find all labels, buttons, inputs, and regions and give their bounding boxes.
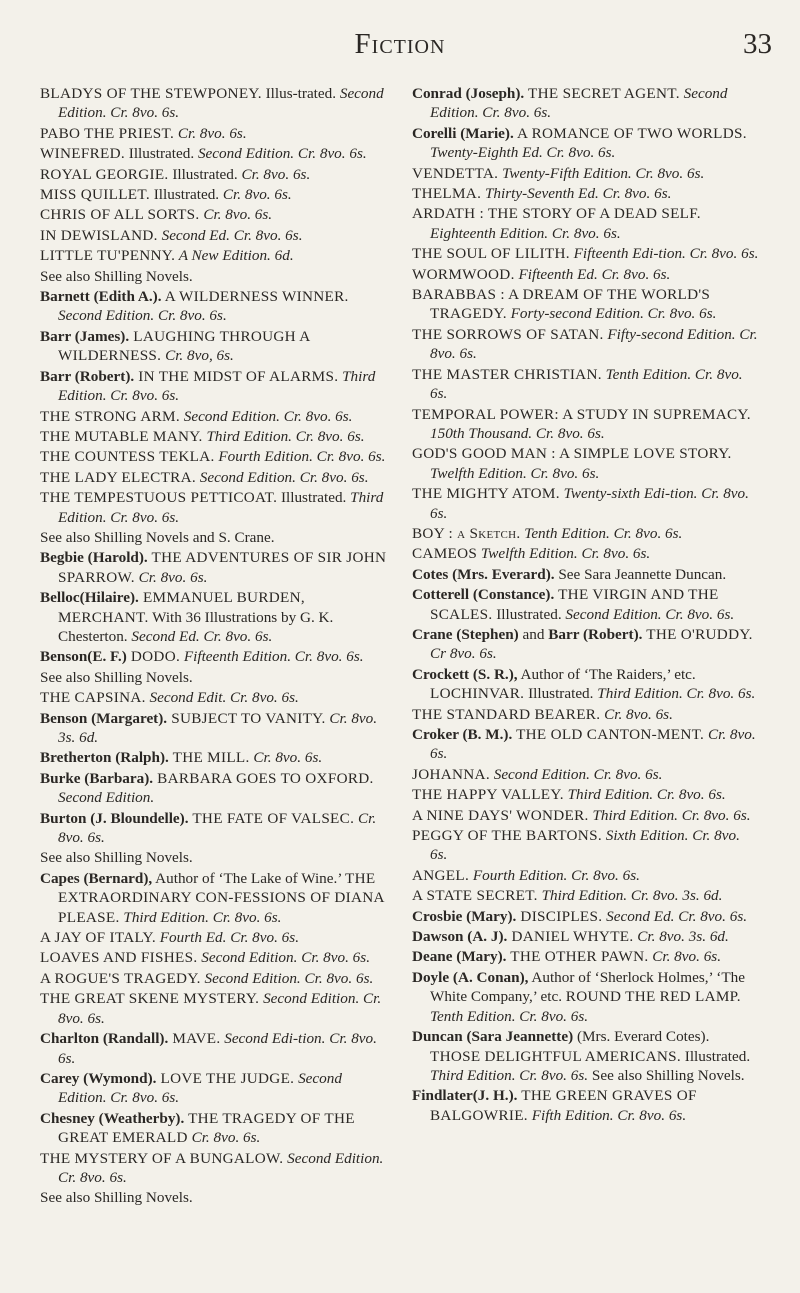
book-title: THE HAPPY VALLEY.: [412, 786, 564, 804]
book-title: WINEFRED.: [40, 145, 125, 163]
edition-details: Second Edition. Cr. 8vo. 6s.: [197, 145, 367, 163]
book-title: ARDATH : THE STORY OF A DEAD SELF.: [412, 205, 701, 223]
catalogue-entry: [40, 488, 388, 527]
catalogue-entry: [40, 468, 388, 487]
author-name: Bretherton (Ralph).: [40, 749, 169, 767]
edition-details: Third Edition. Cr. 8vo. 3s. 6d.: [537, 887, 723, 905]
catalogue-entry: [412, 665, 760, 704]
catalogue-entry: [40, 548, 388, 587]
edition-details: Second Edition. Cr. 8vo. 6s.: [58, 1069, 342, 1107]
entry-note: and: [518, 625, 549, 643]
book-title: CAMEOS: [412, 545, 478, 563]
book-title: A ROMANCE OF TWO WORLDS.: [513, 124, 747, 142]
edition-details: Fifteenth Edition. Cr. 8vo. 6s.: [180, 648, 364, 666]
edition-details: Second Edition. Cr. 8vo. 6s.: [58, 990, 382, 1027]
book-title: THE OLD CANTON-MENT.: [512, 726, 705, 743]
catalogue-entry: [40, 407, 388, 426]
author-name: Cotterell (Constance).: [412, 586, 555, 604]
edition-details: Cr. 8vo. 6s.: [187, 1129, 261, 1147]
author-name: Benson (Margaret).: [40, 709, 168, 727]
entry-note: Illus-trated.: [261, 85, 340, 102]
book-title: THE COUNTESS TEKLA.: [40, 448, 215, 466]
entry-note: See also Shilling Novels and S. Crane.: [40, 528, 275, 546]
catalogue-entry: [40, 327, 388, 366]
book-title: THE STRONG ARM.: [40, 407, 180, 425]
catalogue-entry: [40, 287, 388, 326]
edition-details: Cr. 8vo. 6s.: [134, 568, 208, 586]
edition-details: Third Edition. Cr. 8vo. 6s.: [58, 367, 376, 405]
book-title: BARBARA GOES TO OXFORD.: [153, 769, 374, 787]
edition-details: A New Edition. 6d.: [175, 247, 294, 265]
edition-details: Second Edition. Cr. 8vo. 6s.: [197, 949, 370, 967]
catalogue-entry: [412, 285, 760, 324]
catalogue-entry: [412, 204, 760, 243]
catalogue-entry: [40, 809, 388, 848]
book-title: THE EXTRAORDINARY CON-FESSIONS OF DIANA PLEASE.: [58, 869, 384, 926]
edition-details: Second Edition. Cr. 8vo. 6s.: [179, 407, 353, 425]
edition-details: Sixth Edition. Cr. 8vo. 6s.: [430, 827, 740, 864]
catalogue-entry: [412, 826, 760, 865]
edition-details: Second Edition. Cr. 8vo. 6s.: [489, 765, 663, 783]
catalogue-entry: [412, 765, 760, 784]
catalogue-entry: [412, 164, 760, 183]
edition-details: Twelfth Edition. Cr. 8vo. 6s.: [477, 545, 651, 563]
edition-details: Second Edition. Cr. 8vo. 6s.: [430, 85, 728, 122]
catalogue-entry: [412, 705, 760, 724]
edition-details: Third Edition. Cr. 8vo. 6s.: [58, 489, 384, 526]
edition-details: Third Edition. Cr. 8vo. 6s.: [597, 685, 756, 703]
catalogue-entry: [412, 886, 760, 905]
book-title: THE MYSTERY OF A BUNGALOW.: [40, 1149, 284, 1167]
catalogue-entry: [40, 165, 388, 184]
entry-note: Author of ‘The Raiders,’ etc.: [517, 665, 696, 683]
book-title: THE FATE OF VALSEC.: [188, 809, 355, 827]
catalogue-entry: [40, 1188, 388, 1207]
edition-details: 150th Thousand. Cr. 8vo. 6s.: [430, 424, 605, 442]
edition-details: Forty-second Edition. Cr. 8vo. 6s.: [506, 305, 717, 323]
entry-note: See also Shilling Novels.: [40, 267, 193, 285]
edition-details: Cr. 8vo. 6s.: [174, 124, 247, 142]
book-title: CHRIS OF ALL SORTS.: [40, 206, 200, 224]
book-title: THE GREAT SKENE MYSTERY.: [40, 990, 260, 1008]
book-title: IN DEWISLAND.: [40, 226, 158, 244]
edition-details: Cr. 8vo. 6s.: [199, 206, 273, 224]
edition-details: Twelfth Edition. Cr. 8vo. 6s.: [430, 464, 600, 482]
book-title: DODO.: [126, 648, 181, 666]
catalogue-entry: [412, 907, 760, 926]
catalogue-entry: [40, 588, 388, 646]
author-name: Carey (Wymond).: [40, 1069, 157, 1087]
catalogue-entry: [40, 226, 388, 245]
edition-details: Second Edition. Cr. 8vo. 6s.: [565, 605, 735, 623]
catalogue-entry: [40, 848, 388, 867]
edition-details: Second Edition. Cr. 8vo. 6s.: [58, 85, 384, 122]
book-title: THE OTHER PAWN.: [506, 948, 649, 966]
edition-details: Tenth Edition. Cr. 8vo. 6s.: [520, 524, 683, 542]
catalogue-entry: [412, 565, 760, 584]
book-title: A STATE SECRET.: [412, 887, 538, 905]
running-head-title: Fiction: [354, 28, 446, 60]
book-title: DISCIPLES.: [516, 907, 603, 925]
book-title: JOHANNA.: [412, 765, 490, 783]
book-title: THE STANDARD BEARER.: [412, 705, 601, 723]
catalogue-entry: [40, 668, 388, 687]
entry-note: See also Shilling Novels.: [40, 849, 193, 867]
catalogue-entry: [412, 806, 760, 825]
book-title: SUBJECT TO VANITY.: [167, 709, 326, 727]
edition-details: Second Ed. Cr. 8vo. 6s.: [157, 226, 303, 244]
catalogue-entry: [412, 625, 760, 664]
edition-details: Fourth Edition. Cr. 8vo. 6s.: [214, 448, 386, 466]
catalogue-entry: [40, 205, 388, 224]
book-title: MAVE.: [168, 1030, 221, 1048]
author-name: Chesney (Weatherby).: [40, 1109, 185, 1127]
book-title: THE MUTABLE MANY.: [40, 427, 203, 445]
catalogue-entry: [40, 1069, 388, 1108]
book-title: DANIEL WHYTE.: [507, 928, 634, 946]
catalogue-entry: [412, 1086, 760, 1125]
author-name: Benson(E. F.): [40, 648, 127, 666]
catalogue-entry: [412, 325, 760, 364]
catalogue-entry: [412, 866, 760, 885]
book-title: THE SOUL OF LILITH.: [412, 245, 570, 263]
author-name: Croker (B. M.).: [412, 726, 513, 743]
author-name: Conrad (Joseph).: [412, 85, 525, 102]
catalogue-entry: [412, 947, 760, 966]
edition-details: Fifth Edition. Cr. 8vo. 6s.: [527, 1106, 687, 1124]
catalogue-entry: [40, 267, 388, 286]
catalogue-entry: [40, 185, 388, 204]
author-name: Barr (Robert).: [40, 367, 135, 385]
book-title: MISS QUILLET.: [40, 186, 150, 204]
book-title: THE ADVENTURES OF SIR JOHN SPARROW.: [58, 549, 387, 586]
author-name: Barr (Robert).: [548, 625, 643, 643]
edition-details: Tenth Edition. Cr. 8vo. 6s.: [430, 365, 743, 403]
edition-details: Cr 8vo. 6s.: [430, 645, 497, 663]
book-title: ANGEL.: [412, 866, 470, 884]
book-title: PEGGY OF THE BARTONS.: [412, 827, 602, 845]
catalogue-entry: [412, 968, 760, 1026]
catalogue-entry: [40, 748, 388, 767]
edition-details: Twenty-Fifth Edition. Cr. 8vo. 6s.: [498, 164, 705, 182]
edition-details: Cr. 8vo, 6s.: [161, 347, 234, 365]
book-title: PABO THE PRIEST.: [40, 124, 175, 142]
catalogue-entry: [40, 367, 388, 406]
edition-details: Second Edition. Cr. 8vo. 6s.: [58, 1149, 384, 1186]
edition-details: Second Ed. Cr. 8vo. 6s.: [602, 907, 748, 925]
edition-details: Tenth Edition. Cr. 8vo. 6s.: [430, 1007, 589, 1025]
catalogue-entry: [40, 1109, 388, 1148]
author-name: Duncan (Sara Jeannette): [412, 1028, 574, 1046]
entry-note: With 36 Illustrations by G. K. Chesterton.: [58, 608, 334, 645]
author-name: Burton (J. Bloundelle).: [40, 809, 189, 827]
catalogue-entry: [40, 869, 388, 927]
page-number: 33: [743, 28, 772, 60]
edition-details: Fourth Ed. Cr. 8vo. 6s.: [155, 929, 299, 947]
author-name: Corelli (Marie).: [412, 124, 514, 142]
author-name: Crosbie (Mary).: [412, 907, 517, 925]
book-title: EMMANUEL BURDEN, MERCHANT.: [58, 589, 305, 626]
catalogue-entry: [40, 647, 388, 666]
edition-details: Cr. 8vo. 3s. 6d.: [633, 928, 729, 946]
edition-details: Fifteenth Edi-tion. Cr. 8vo. 6s.: [569, 245, 759, 263]
entry-note: See also Shilling Novels.: [40, 1189, 193, 1207]
edition-details: Second Ed. Cr. 8vo. 6s.: [131, 627, 273, 645]
catalogue-entry: [40, 928, 388, 947]
catalogue-entry: [40, 969, 388, 988]
author-name: Doyle (A. Conan),: [412, 968, 529, 986]
edition-details: Third Edition. Cr. 8vo. 6s.: [588, 806, 751, 824]
edition-details: Cr. 8vo. 6s.: [222, 186, 292, 204]
entry-note: Illustrated.: [149, 186, 223, 204]
edition-details: Second Edi-tion. Cr. 8vo. 6s.: [58, 1030, 377, 1067]
book-title: THE MASTER CHRISTIAN.: [412, 365, 602, 383]
book-title: A JAY OF ITALY.: [40, 929, 156, 947]
author-name: Cotes (Mrs. Everard).: [412, 565, 555, 583]
book-title: THELMA.: [412, 185, 482, 203]
entry-note: Illustrated.: [492, 605, 566, 623]
edition-details: Fourth Edition. Cr. 8vo. 6s.: [469, 866, 640, 884]
catalogue-entry: [40, 427, 388, 446]
book-title: WORMWOOD.: [412, 265, 515, 283]
catalogue-entry: [40, 1149, 388, 1188]
catalogue-entry: [40, 124, 388, 143]
catalogue-entry: [412, 84, 760, 123]
book-title: THE CAPSINA.: [40, 689, 146, 707]
edition-details: Cr. 8vo. 6s.: [600, 705, 673, 723]
edition-details: Twenty-Eighth Ed. Cr. 8vo. 6s.: [430, 144, 616, 162]
author-name: Begbie (Harold).: [40, 549, 148, 567]
catalogue-entry: [412, 1027, 760, 1085]
book-title: THE VIRGIN AND THE SCALES.: [430, 586, 719, 623]
edition-details: Cr. 8vo. 6s.: [648, 948, 722, 966]
author-name: Charlton (Randall).: [40, 1030, 169, 1048]
author-name: Barnett (Edith A.).: [40, 288, 162, 306]
edition-details: Third Edition. Cr. 8vo. 6s.: [202, 427, 365, 445]
book-title: LAUGHING THROUGH A WILDERNESS.: [58, 327, 310, 365]
catalogue-entry: [412, 184, 760, 203]
entry-note: Illustrated.: [680, 1047, 751, 1065]
catalogue-entry: [412, 585, 760, 624]
edition-details: Thirty-Seventh Ed. Cr. 8vo. 6s.: [481, 185, 672, 203]
catalogue-entry: [412, 524, 760, 543]
book-title: BARABBAS : A DREAM OF THE WORLD'S TRAGEDY.: [412, 286, 711, 323]
catalogue-entry: [412, 405, 760, 444]
entry-note: Illustrated.: [168, 165, 242, 183]
edition-details: Cr. 8vo. 3s. 6d.: [58, 709, 378, 746]
entry-note: Author of ‘Sherlock Holmes,’ ‘The White Company,’ etc.: [430, 968, 745, 1006]
book-title: LOAVES AND FISHES.: [40, 949, 198, 967]
edition-details: Third Edition. Cr. 8vo. 6s.: [563, 786, 726, 804]
book-title: THE GREEN GRAVES OF BALGOWRIE.: [430, 1087, 697, 1124]
catalogue-entry: [412, 265, 760, 284]
book-title: GOD'S GOOD MAN : A SIMPLE LOVE STORY.: [412, 445, 732, 463]
edition-details: Fifteenth Ed. Cr. 8vo. 6s.: [514, 265, 671, 283]
catalogue-entry: [412, 244, 760, 263]
book-title: IN THE MIDST OF ALARMS.: [134, 367, 339, 385]
book-title: THE TEMPESTUOUS PETTICOAT.: [40, 489, 278, 507]
catalogue-entry: [40, 144, 388, 163]
book-title: A NINE DAYS' WONDER.: [412, 806, 589, 824]
entry-note: See also Shilling Novels.: [40, 668, 193, 686]
book-title: THE LADY ELECTRA.: [40, 468, 196, 486]
book-title: A ROGUE'S TRAGEDY.: [40, 969, 201, 987]
catalogue-entry: [40, 246, 388, 265]
catalogue-entry: [40, 447, 388, 466]
author-name: Barr (James).: [40, 327, 130, 345]
author-name: Deane (Mary).: [412, 948, 507, 966]
entry-note: Illustrated.: [124, 145, 198, 163]
book-title: A WILDERNESS WINNER.: [161, 288, 349, 306]
book-title: BLADYS OF THE STEWPONEY.: [40, 85, 262, 102]
edition-details: Second Edition. Cr. 8vo. 6s.: [200, 969, 374, 987]
edition-details: Twenty-sixth Edi-tion. Cr. 8vo. 6s.: [430, 485, 749, 522]
book-title: TEMPORAL POWER: A STUDY IN SUPREMACY.: [412, 405, 751, 423]
book-title: THE TRAGEDY OF THE GREAT EMERALD: [58, 1109, 355, 1147]
edition-details: Third Edition. Cr. 8vo. 6s.: [430, 1066, 589, 1084]
catalogue-entry: [40, 948, 388, 967]
entry-note: Illustrated.: [277, 489, 351, 507]
book-title: LOVE THE JUDGE.: [156, 1069, 295, 1087]
edition-details: Cr. 8vo. 6s.: [241, 165, 311, 183]
page-header: [0, 22, 800, 62]
book-title: ROUND THE RED LAMP.: [565, 988, 741, 1006]
book-title: ROYAL GEORGIE.: [40, 165, 169, 183]
author-name: Crockett (S. R.),: [412, 665, 518, 683]
author-name: Findlater(J. H.).: [412, 1087, 518, 1105]
book-title: THOSE DELIGHTFUL AMERICANS.: [430, 1047, 681, 1065]
author-name: Burke (Barbara).: [40, 769, 154, 787]
catalogue-entry: [40, 688, 388, 707]
edition-details: Second Edition. Cr. 8vo. 6s.: [58, 307, 227, 325]
edition-details: Eighteenth Edition. Cr. 8vo. 6s.: [430, 224, 621, 242]
catalogue-entry: [40, 769, 388, 808]
edition-details: Second Edition.: [58, 789, 155, 807]
entry-note: Illustrated.: [524, 685, 598, 703]
catalogue-entry: [40, 989, 388, 1028]
book-title: THE SORROWS OF SATAN.: [412, 325, 604, 343]
book-title: THE O'RUDDY.: [642, 625, 753, 643]
catalogue-entry: [412, 725, 760, 764]
left-column: [40, 84, 388, 1209]
entry-note: See also Shilling Novels.: [588, 1066, 745, 1084]
catalogue-entry: [40, 1029, 388, 1068]
book-title: THE MILL.: [168, 749, 250, 767]
catalogue-entry: [40, 528, 388, 547]
edition-details: Third Edition. Cr. 8vo. 6s.: [119, 908, 282, 926]
book-title: VENDETTA.: [412, 164, 499, 182]
book-title: LITTLE TU'PENNY.: [40, 247, 176, 265]
catalogue-entry: [412, 444, 760, 483]
right-column: [412, 84, 760, 1126]
book-title: THE SECRET AGENT.: [524, 85, 680, 102]
book-title: LOCHINVAR.: [430, 685, 525, 703]
book-title: THE MIGHTY ATOM.: [412, 485, 560, 503]
author-name: Belloc(Hilaire).: [40, 589, 139, 607]
edition-details: Fifty-second Edition. Cr. 8vo. 6s.: [430, 325, 758, 363]
catalogue-entry: [412, 785, 760, 804]
catalogue-entry: [412, 927, 760, 946]
catalogue-entry: [412, 484, 760, 523]
entry-note: (Mrs. Everard Cotes).: [573, 1028, 710, 1046]
book-title: BOY : a Sketch.: [412, 524, 521, 542]
edition-details: Cr. 8vo. 6s.: [58, 809, 377, 847]
edition-details: Cr. 8vo. 6s.: [249, 749, 323, 767]
catalogue-entry: [412, 124, 760, 163]
edition-details: Second Edit. Cr. 8vo. 6s.: [145, 689, 299, 707]
author-name: Dawson (A. J).: [412, 928, 508, 946]
edition-details: Second Edition. Cr. 8vo. 6s.: [195, 468, 369, 486]
catalogue-entry: [40, 84, 388, 123]
edition-details: Cr. 8vo. 6s.: [430, 726, 756, 763]
catalogue-entry: [412, 544, 760, 563]
catalogue-entry: [40, 709, 388, 748]
catalogue-entry: [412, 365, 760, 404]
author-name: Crane (Stephen): [412, 625, 519, 643]
author-name: Capes (Bernard),: [40, 869, 153, 887]
entry-note: See Sara Jeannette Duncan.: [554, 565, 727, 583]
entry-note: Author of ‘The Lake of Wine.’: [152, 869, 346, 887]
